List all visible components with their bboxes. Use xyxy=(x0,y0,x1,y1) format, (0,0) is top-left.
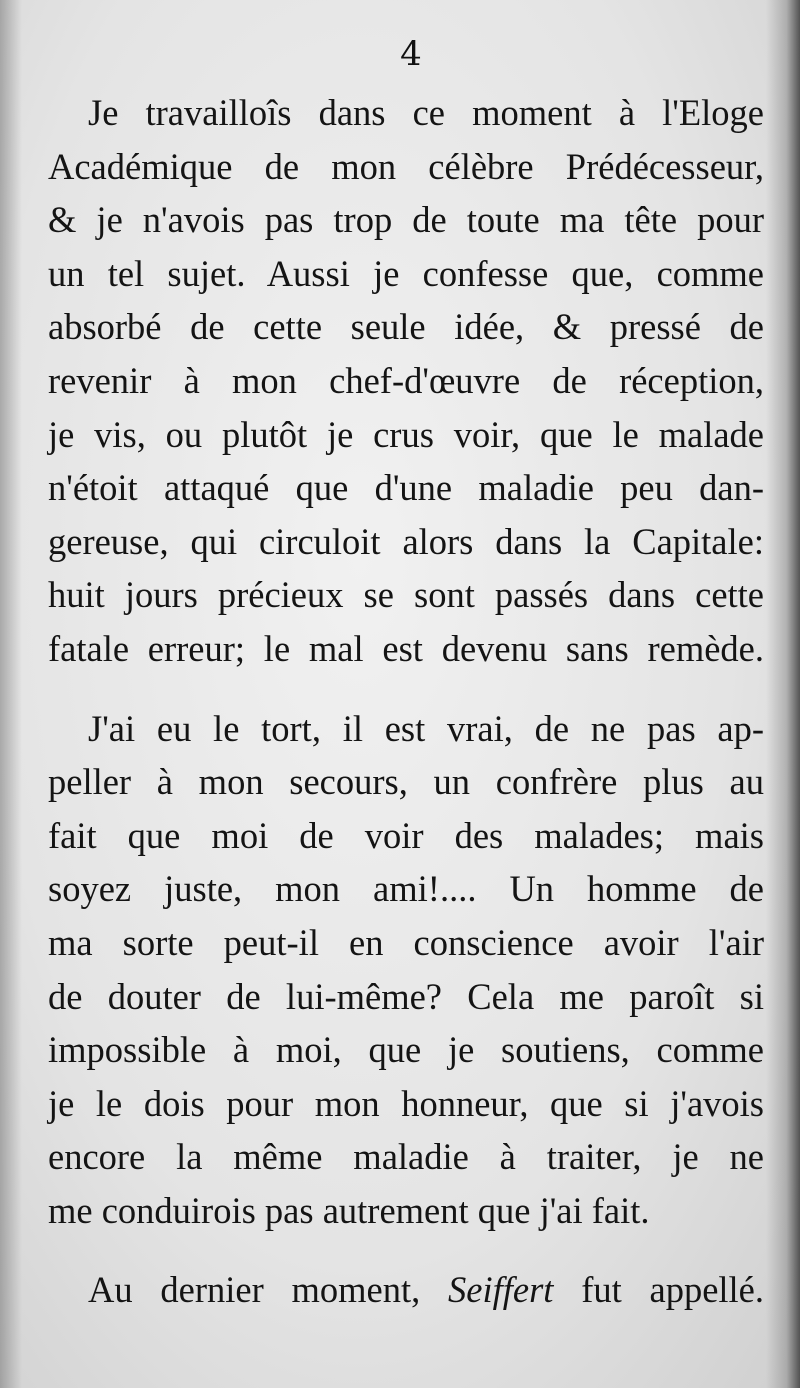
text-line: me conduirois pas autrement que j'ai fait. xyxy=(48,1189,650,1231)
page-number: 4 xyxy=(400,34,422,74)
page-edge-shadow xyxy=(766,0,800,1388)
page-gutter-shadow xyxy=(0,0,22,1388)
text-line: n'étoit attaqué que d'une maladie peu dan- xyxy=(48,467,764,509)
text-line: de douter de lui-même? Cela me paroît si xyxy=(48,975,764,1017)
text-line: je vis, ou plutôt je crus voir, que le malade xyxy=(48,413,764,455)
text-line: un tel sujet. Aussi je confesse que, comme xyxy=(48,252,764,294)
paragraph-3 xyxy=(48,1263,764,1317)
text-line: fatale erreur; le mal est devenu sans remède. xyxy=(48,627,764,669)
text-run: Au dernier moment, xyxy=(88,1269,421,1311)
body-text xyxy=(48,86,764,1317)
paragraph-1 xyxy=(48,86,764,676)
paragraph-2 xyxy=(48,702,764,1238)
italic-name: Seiffert xyxy=(448,1269,554,1311)
text-line: ma sorte peut-il en conscience avoir l'air xyxy=(48,921,764,963)
text-line: huit jours précieux se sont passés dans cette xyxy=(48,574,764,616)
text-line: impossible à moi, que je soutiens, comme xyxy=(48,1029,764,1071)
text-line: revenir à mon chef-d'œuvre de réception, xyxy=(48,359,764,401)
text-run: fut appellé. xyxy=(581,1269,765,1311)
text-line: absorbé de cette seule idée, & pressé de xyxy=(48,306,764,348)
text-line: J'ai eu le tort, il est vrai, de ne pas ap- xyxy=(88,707,764,749)
text-line: Je travailloîs dans ce moment à l'Eloge xyxy=(88,92,764,133)
text-line: je le dois pour mon honneur, que si j'avois xyxy=(48,1082,764,1124)
text-line: Académique de mon célèbre Prédécesseur, xyxy=(48,145,764,187)
paragraph-spacer xyxy=(48,1237,764,1263)
text-line: & je n'avois pas trop de toute ma tête pour xyxy=(48,199,764,241)
text-line: gereuse, qui circuloit alors dans la Capitale: xyxy=(48,520,764,562)
text-line: peller à mon secours, un confrère plus au xyxy=(48,761,764,803)
text-line: encore la même maladie à traiter, je ne xyxy=(48,1136,764,1178)
text-line: fait que moi de voir des malades; mais xyxy=(48,814,764,856)
text-line xyxy=(48,1263,764,1317)
paragraph-spacer xyxy=(48,676,764,702)
text-line: soyez juste, mon ami!.... Un homme de xyxy=(48,868,764,910)
